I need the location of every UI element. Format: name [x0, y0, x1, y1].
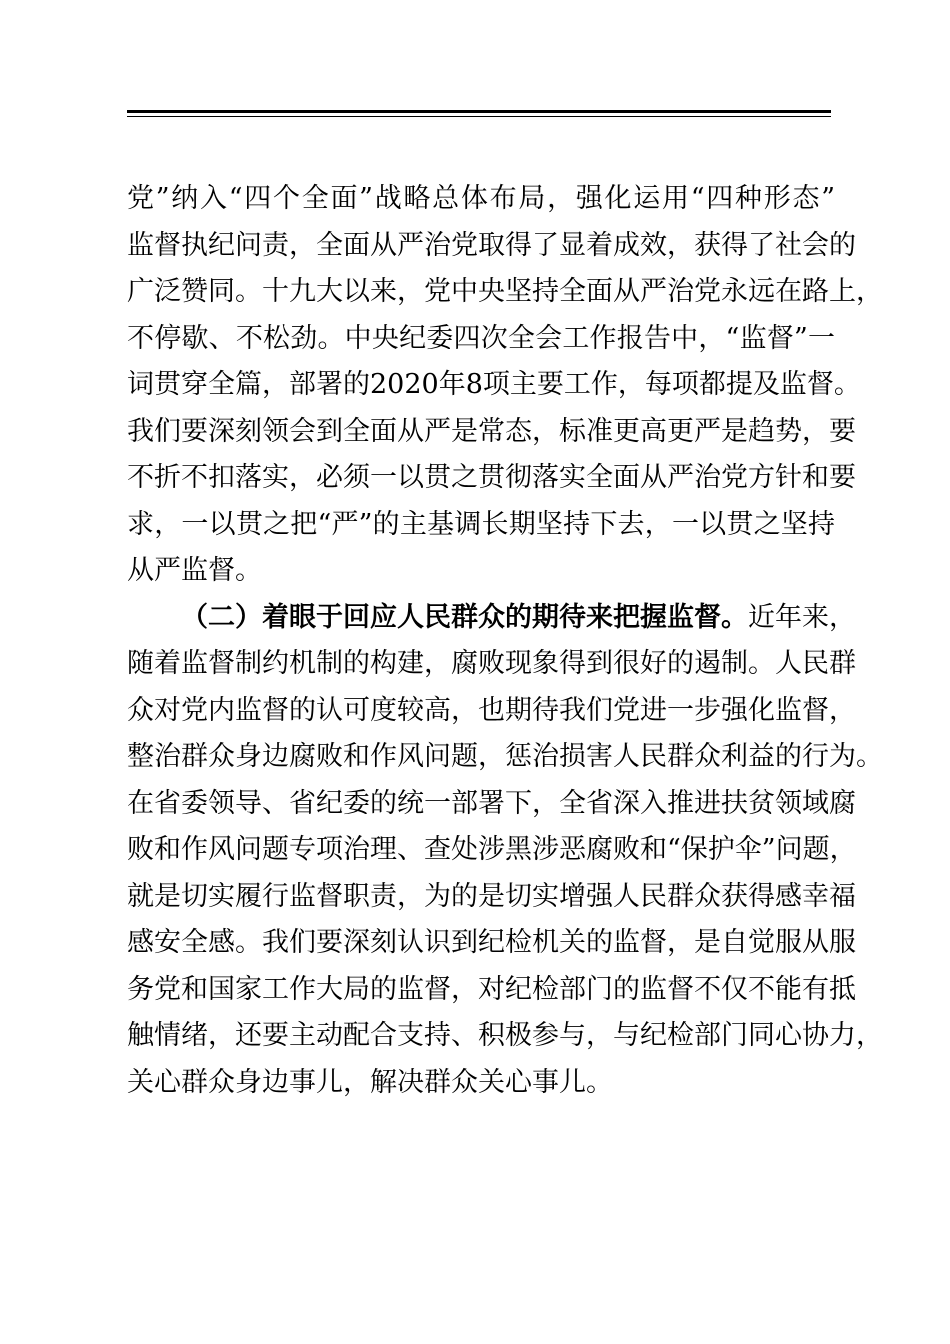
header-rule-thin — [127, 116, 831, 117]
section-heading-line — [127, 595, 856, 642]
paragraph-line: 败和作风问题专项治理、查处涉黑涉恶腐败和“保护伞”问题， — [127, 834, 857, 865]
section-first-line-text: 近年来， — [748, 601, 856, 633]
paragraph-line: 广泛赞同。十九大以来，党中央坚持全面从严治党永远在路上， — [127, 276, 883, 307]
paragraph-line: 不折不扣落实，必须一以贯之贯彻落实全面从严治党方针和要 — [127, 462, 856, 493]
paragraph-line: 整治群众身边腐败和作风问题，惩治损害人民群众利益的行为。 — [127, 741, 883, 772]
paragraph-line: 词贯穿全篇，部署的2020年8项主要工作，每项都提及监督。 — [127, 369, 861, 400]
section-heading: （二）着眼于回应人民群众的期待来把握监督。 — [181, 601, 748, 633]
paragraph-line: 就是切实履行监督职责，为的是切实增强人民群众获得感幸福 — [127, 880, 856, 912]
paragraph-line-last: 关心群众身边事儿，解决群众关心事儿。 — [127, 1066, 613, 1098]
paragraph-line: 我们要深刻领会到全面从严是常态，标准更高更严是趋势，要 — [127, 415, 856, 447]
paragraph-line: 求，一以贯之把“严”的主基调长期坚持下去，一以贯之坚持 — [127, 508, 835, 540]
paragraph-line: 务党和国家工作大局的监督，对纪检部门的监督不仅不能有抵 — [127, 973, 856, 1005]
paragraph-line: 党”纳入“四个全面”战略总体布局，强化运用“四种形态” — [127, 183, 835, 214]
header-double-rule — [127, 110, 831, 118]
paragraph-line: 不停歇、不松劲。中央纪委四次全会工作报告中，“监督”一 — [127, 322, 835, 354]
header-rule-thick — [127, 110, 831, 113]
paragraph-line: 感安全感。我们要深刻认识到纪检机关的监督，是自觉服从服 — [127, 927, 856, 958]
paragraph-line: 在省委领导、省纪委的统一部署下，全省深入推进扶贫领域腐 — [127, 787, 856, 819]
body-text — [127, 176, 883, 1106]
paragraph-line: 监督执纪问责，全面从严治党取得了显着成效，获得了社会的 — [127, 229, 856, 261]
paragraph-line: 随着监督制约机制的构建，腐败现象得到很好的遏制。人民群 — [127, 648, 856, 679]
paragraph-line: 触情绪，还要主动配合支持、积极参与，与纪检部门同心协力， — [127, 1020, 883, 1051]
paragraph-line: 众对党内监督的认可度较高，也期待我们党进一步强化监督， — [127, 694, 856, 726]
paragraph-line-last: 从严监督。 — [127, 555, 262, 586]
